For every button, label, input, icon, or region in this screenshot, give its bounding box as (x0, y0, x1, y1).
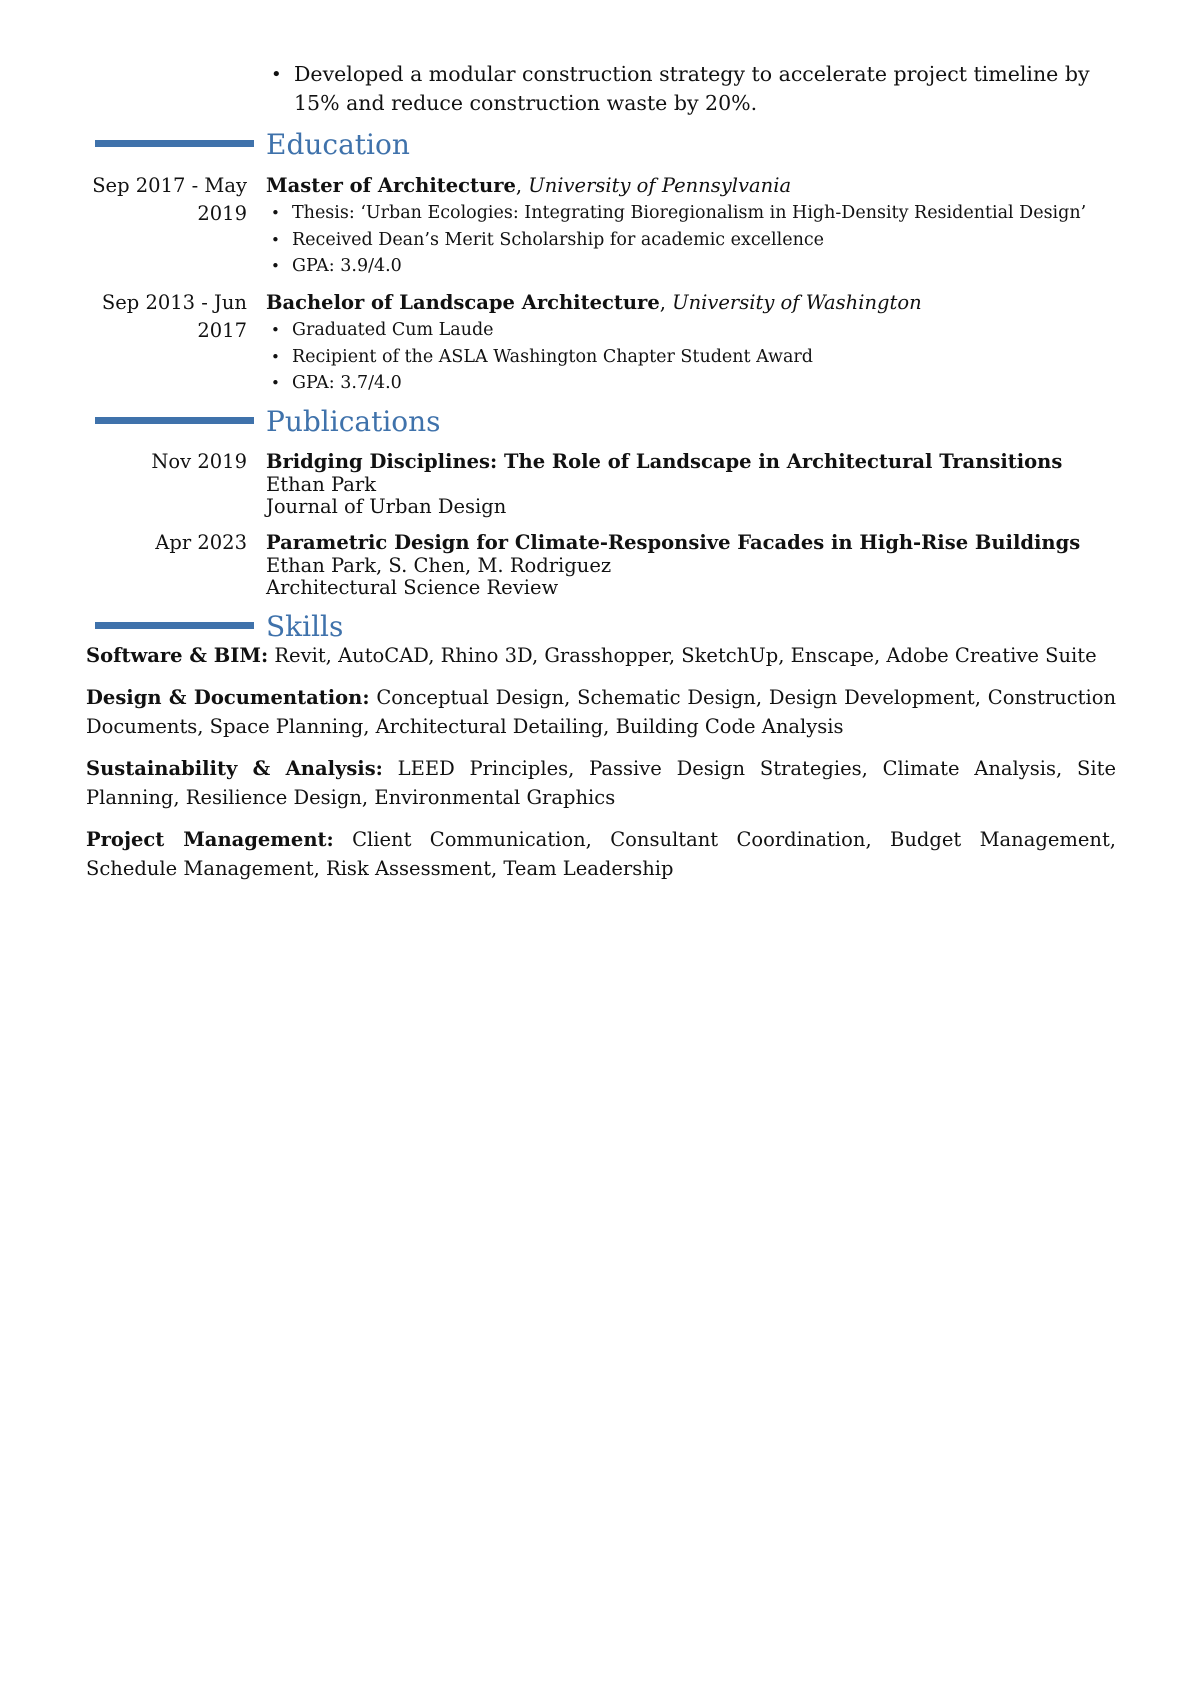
education-bullet: • GPA: 3.7/4.0 (266, 370, 1126, 397)
education-date (87, 289, 247, 345)
skill-label: Project Management: (86, 828, 334, 851)
skills-list (86, 641, 1116, 896)
education-bullet: • Graduated Cum Laude (266, 317, 1126, 344)
publication-venue: Journal of Urban Design (266, 495, 507, 518)
education-date (87, 172, 247, 228)
date-line: 2019 (197, 202, 247, 225)
skill-label: Design & Documentation: (86, 686, 370, 709)
experience-continued-list (266, 60, 1096, 118)
separator: , (515, 174, 529, 197)
skill-value: Revit, AutoCAD, Rhino 3D, Grasshopper, SketchUp, Enscape, Adobe Creative Suite (274, 644, 1097, 667)
education-bullets (266, 200, 1126, 280)
skill-value: Conceptual Design, Schematic Design, Design Development, Construction Documents, Space Planning, Architectural Detailing, Building Code Analysis (86, 686, 1117, 738)
education-entry (266, 172, 1126, 280)
degree: Bachelor of Landscape Architecture (266, 291, 660, 314)
skill-label: Software & BIM: (86, 644, 269, 667)
date-line: 2017 (197, 319, 247, 342)
education-heading (266, 289, 1126, 317)
education-heading (266, 172, 1126, 200)
skill-value: Client Communication, Consultant Coordination, Budget Management, Schedule Management, Risk Assessment, Team Leadership (86, 828, 1117, 880)
skills-section-rule (95, 622, 254, 629)
education-bullet: • GPA: 3.9/4.0 (266, 253, 1126, 280)
skill-row (86, 683, 1116, 741)
publication-entry (266, 531, 1126, 599)
skill-row (86, 825, 1116, 883)
education-section-title: Education (266, 128, 410, 161)
separator: , (659, 291, 673, 314)
education-entry (266, 289, 1126, 397)
date-line: Sep 2013 - Jun (101, 291, 247, 314)
school: University of Pennsylvania (528, 174, 792, 197)
publications-section-title: Publications (266, 405, 441, 438)
education-bullet: • Recipient of the ASLA Washington Chapter Student Award (266, 344, 1126, 371)
publication-venue: Architectural Science Review (266, 576, 559, 599)
publication-date: Nov 2019 (151, 450, 247, 473)
publication-title: Bridging Disciplines: The Role of Landscape in Architectural Transitions (266, 450, 1063, 473)
publication-authors: Ethan Park, S. Chen, M. Rodriguez (266, 554, 612, 577)
education-bullet: • Received Dean’s Merit Scholarship for academic excellence (266, 227, 1126, 254)
skill-value: LEED Principles, Passive Design Strategies, Climate Analysis, Site Planning, Resilience Design, Environmental Graphics (86, 757, 1116, 809)
skill-row (86, 754, 1116, 812)
skill-label: Sustainability & Analysis: (86, 757, 383, 780)
publication-authors: Ethan Park (266, 473, 377, 496)
date-line: Sep 2017 - May (92, 174, 247, 197)
education-bullets (266, 317, 1126, 397)
education-bullet: • Thesis: ‘Urban Ecologies: Integrating Bioregionalism in High-Density Residential Design’ (266, 200, 1126, 227)
publication-title: Parametric Design for Climate-Responsive Facades in High-Rise Buildings (266, 531, 1081, 554)
publications-section-rule (95, 417, 254, 424)
skill-row (86, 641, 1116, 670)
degree: Master of Architecture (266, 174, 516, 197)
education-section-rule (95, 140, 254, 147)
experience-bullet: • Developed a modular construction strategy to accelerate project timeline by 15% and reduce construction waste by 20%. (266, 60, 1096, 118)
school: University of Washington (672, 291, 922, 314)
publication-entry (266, 450, 1126, 518)
skills-section-title: Skills (266, 610, 344, 643)
publication-date: Apr 2023 (155, 531, 247, 554)
